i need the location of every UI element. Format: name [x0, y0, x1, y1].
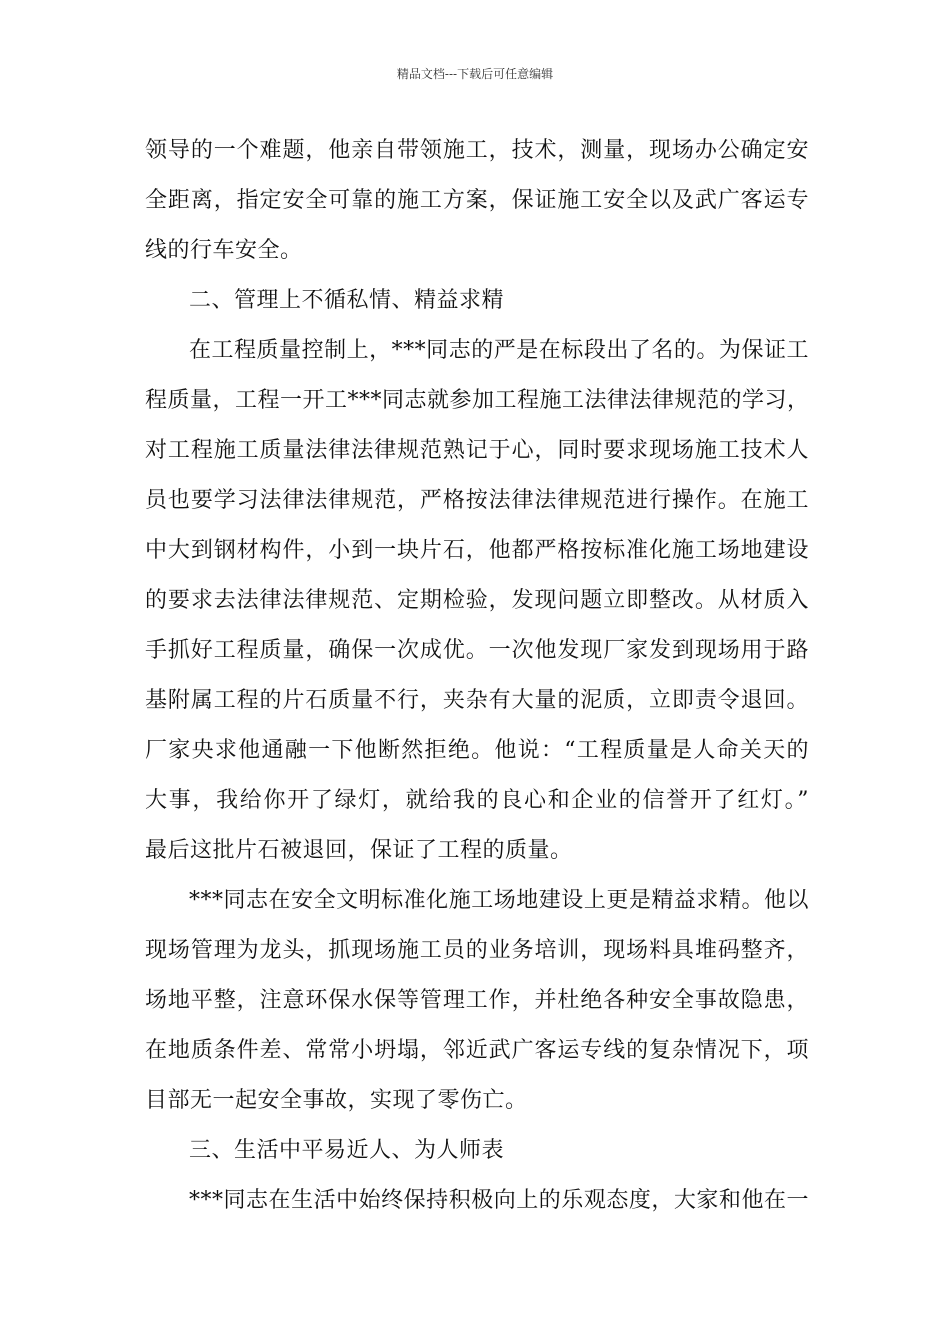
paragraph-first-line: 在工程质量控制上，***同志的严是在标段出了名的。为保证工 [189, 338, 809, 363]
text-line: 现场管理为龙头，抓现场施工员的业务培训，现场料具堆码整齐， [145, 938, 809, 963]
text-line: 厂家央求他通融一下他断然拒绝。他说：“工程质量是人命关天的 [145, 738, 809, 763]
text-line: 大事，我给你开了绿灯，就给我的良心和企业的信誉开了红灯。” [145, 788, 809, 813]
page-header: 精品文档---下载后可任意编辑 [396, 67, 554, 81]
text-line: 最后这批片石被退回，保证了工程的质量。 [145, 838, 573, 863]
text-line: 基附属工程的片石质量不行，夹杂有大量的泥质，立即责令退回。 [145, 688, 809, 713]
text-line: 全距离，指定安全可靠的施工方案，保证施工安全以及武广客运专 [145, 188, 809, 213]
text-line: 的要求去法律法律规范、定期检验，发现问题立即整改。从材质入 [145, 588, 809, 613]
text-line: 手抓好工程质量，确保一次成优。一次他发现厂家发到现场用于路 [145, 638, 809, 663]
text-line: 员也要学习法律法律规范，严格按法律法律规范进行操作。在施工 [145, 488, 809, 513]
text-line: 线的行车安全。 [145, 238, 303, 263]
paragraph-first-line: ***同志在生活中始终保持积极向上的乐观态度，大家和他在一 [189, 1188, 809, 1213]
text-line: 目部无一起安全事故，实现了零伤亡。 [145, 1088, 528, 1113]
section-heading: 三、生活中平易近人、为人师表 [189, 1138, 505, 1163]
text-line: 程质量，工程一开工***同志就参加工程施工法律法律规范的学习， [145, 388, 810, 413]
section-heading: 二、管理上不循私情、精益求精 [189, 288, 505, 313]
paragraph-first-line: ***同志在安全文明标准化施工场地建设上更是精益求精。他以 [189, 888, 809, 913]
text-line: 场地平整，注意环保水保等管理工作，并杜绝各种安全事故隐患， [145, 988, 809, 1013]
document-body [145, 126, 809, 1226]
text-line: 对工程施工质量法律法律规范熟记于心，同时要求现场施工技术人 [145, 438, 809, 463]
text-line: 中大到钢材构件，小到一块片石，他都严格按标准化施工场地建设 [145, 538, 809, 563]
text-line: 在地质条件差、常常小坍塌，邻近武广客运专线的复杂情况下，项 [145, 1038, 809, 1063]
text-line: 领导的一个难题，他亲自带领施工，技术，测量，现场办公确定安 [145, 138, 809, 163]
